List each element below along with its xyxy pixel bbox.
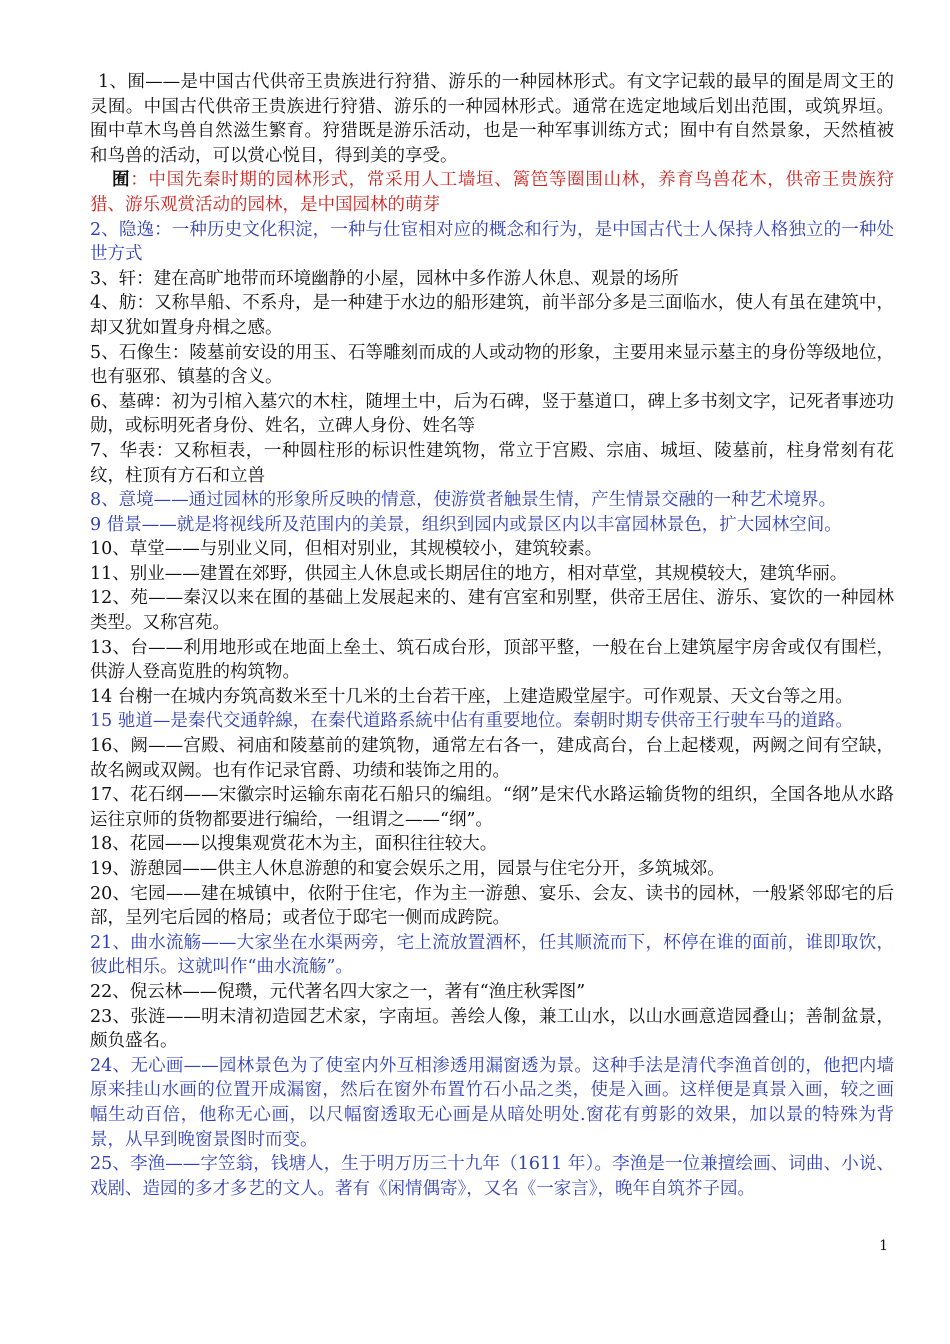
entry-9-jiejing: 9 借景——就是将视线所及范围内的美景，组织到园内或景区内以丰富园林景色，扩大园林空间。	[90, 514, 842, 535]
entry-14-taixie: 14 台榭一在城内夯筑高数米至十几米的土台若干座，上建造殿堂屋宇。可作观景、天文台等之用。	[90, 686, 853, 707]
entry-12-yuan: 12、苑——秦汉以来在囿的基础上发展起来的、建有宫室和别墅，供帝王居住、游乐、宴饮的一种园林类型。又称宫苑。	[90, 588, 894, 634]
entry-16-que: 16、阙——宫殿、祠庙和陵墓前的建筑物，通常左右各一，建成高台，台上起楼观，两阙之间有空缺，故名阙或双阙。也有作记录官爵、功绩和装饰之用的。	[90, 736, 894, 781]
entry-15-chidao: 15 驰道—是秦代交通幹線，在秦代道路系統中佔有重要地位。秦朝时期专供帝王行驶车马的道路。	[90, 711, 853, 732]
entry-23-zhanglian: 23、张涟——明末清初造园艺术家，字南垣。善绘人像，兼工山水，以山水画意造园叠山；善制盆景，颇负盛名。	[90, 1006, 894, 1052]
entry-term-text: ：中国先秦时期的园林形式，常采用人工墙垣、篱笆等圈围山林，养育鸟兽花木，供帝王贵族狩猎、游乐观赏活动的园林，是中国园林的萌芽	[90, 170, 894, 215]
entry-4-fang: 4、舫：又称旱船、不系舟，是一种建于水边的船形建筑，前半部分多是三面临水，使人有虽在建筑中，却又犹如置身舟楫之感。	[90, 293, 894, 338]
page-number: 1	[879, 1238, 888, 1254]
entry-7-huabiao: 7、华表：又称桓表，一种圆柱形的标识性建筑物，常立于宫殿、宗庙、城垣、陵墓前，柱身常刻有花纹，柱顶有方石和立兽	[90, 440, 894, 486]
entry-25-liyu: 25、李渔——字笠翁，钱塘人，生于明万历三十九年（1611 年）。李渔是一位兼擅绘画、词曲、小说、戏剧、造园的多才多艺的文人。著有《闲情偶寄》，又名《一家言》，晚年自筑芥子园。	[90, 1154, 894, 1199]
entry-17-huashigang: 17、花石纲——宋徽宗时运输东南花石船只的编组。“纲”是宋代水路运输货物的组织，全国各地从水路运往京师的货物都要进行编给，一组谓之——“纲”。	[90, 785, 894, 830]
entry-18-huayuan: 18、花园——以搜集观赏花木为主，面积往往较大。	[90, 834, 498, 855]
entry-13-tai: 13、台——利用地形或在地面上垒土、筑石成台形，顶部平整，一般在台上建筑屋宇房舍或仅有围栏，供游人登高览胜的构筑物。	[90, 637, 894, 683]
entry-19-youqiyuan: 19、游憩园——供主人休息游憩的和宴会娱乐之用，园景与住宅分开，多筑城郊。	[90, 859, 725, 879]
entry-24-wuxinhua: 24、无心画——园林景色为了使室内外互相渗透用漏窗透为景。这种手法是清代李渔首创的，他把内墙原来挂山水画的位置开成漏窗，然后在窗外布置竹石小品之类，使是入画。这样便是真景入画，较之画幅生动百倍，他称无心画，以尺幅窗透取无心画是从暗处明处.窗花有剪影的效果，加以景的特殊为背景，从早到晚窗景图时而变。	[90, 1055, 894, 1150]
entry-2-yinyi: 2、隐逸：一种历史文化积淀，一种与仕宦相对应的概念和行为，是中国古代士人保持人格独立的一种处世方式	[90, 219, 894, 265]
entry-10-caotang: 10、草堂——与别业义同，但相对别业，其规模较小，建筑较素。	[90, 539, 603, 560]
entry-3-xuan: 3、轩：建在高旷地带而环境幽静的小屋，园林中多作游人休息、观景的场所	[90, 268, 679, 289]
entry-1-you: 1、囿——是中国古代供帝王贵族进行狩猎、游乐的一种园林形式。有文字记载的最早的囿是周文王的灵囿。中国古代供帝王贵族进行狩猎、游乐的一种园林形式。通常在选定地域后划出范围，或筑界垣。囿中草木鸟兽自然滋生繁育。狩猎既是游乐活动，也是一种军事训练方式；囿中有自然景象，天然植被和鸟兽的活动，可以赏心悦目，得到美的享受。	[90, 72, 894, 166]
entry-you-definition	[90, 168, 894, 217]
entry-21-qushuiliushang: 21、曲水流觞——大家坐在水渠两旁，宅上流放置酒杯，任其顺流而下，杯停在谁的面前，谁即取饮，彼此相乐。这就叫作“曲水流觞”。	[90, 932, 894, 978]
entry-11-bieye: 11、别业——建置在郊野，供园主人休息或长期居住的地方，相对草堂，其规模较大，建筑华丽。	[90, 563, 848, 584]
entry-22-niyunlin: 22、倪云林——倪瓒，元代著名四大家之一，著有“渔庄秋霁图”	[90, 981, 586, 1002]
entry-6-mubei: 6、墓碑：初为引棺入墓穴的木柱，随埋土中，后为石碑，竖于墓道口，碑上多书刻文字，记死者事迹功勋，或标明死者身份、姓名，立碑人身份、姓名等	[90, 391, 894, 437]
entry-5-shixiangsheng: 5、石像生：陵墓前安设的用玉、石等雕刻而成的人或动物的形象，主要用来显示墓主的身份等级地位，也有驱邪、镇墓的含义。	[90, 342, 894, 388]
entry-term: 囿	[112, 170, 131, 191]
entry-20-zhaiyuan: 20、宅园——建在城镇中，依附于住宅，作为主一游憩、宴乐、会友、读书的园林，一般紧邻邸宅的后部，呈列宅后园的格局；或者位于邸宅一侧而成跨院。	[90, 883, 894, 929]
entry-8-yijing: 8、意境——通过园林的形象所反映的情意，使游赏者触景生情，产生情景交融的一种艺术境界。	[90, 490, 837, 511]
